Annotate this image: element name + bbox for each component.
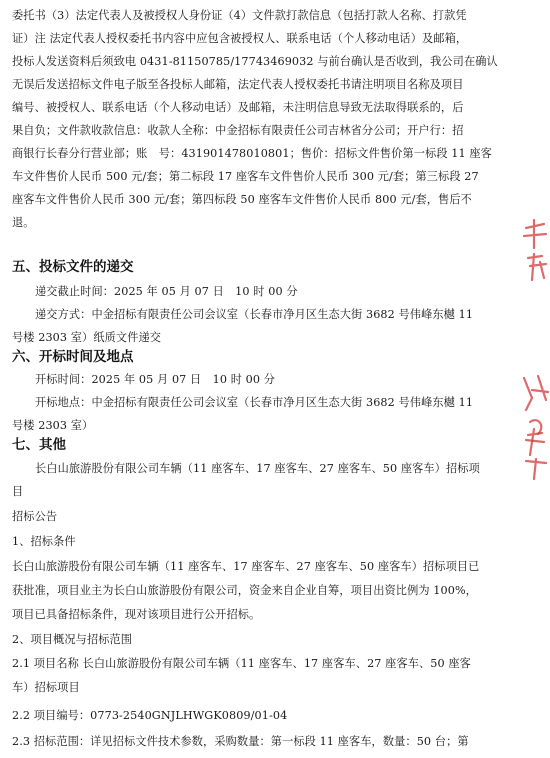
para1-line-6: 果自负；文件款收款信息：收款人全称：中金招标有限责任公司吉林省分公司；开户行：招: [12, 124, 464, 137]
section6-location-line-1: 开标地点：中金招标有限责任公司会议室（长春市净月区生态大街 3682 号伟峰东樾 11: [35, 396, 474, 409]
section7-heading: 七、其他: [12, 437, 66, 453]
para1-line-9: 座客车文件售价人民币 300 元/套；第四标段 50 座客车文件售价人民币 800 元/套，售后不: [12, 193, 472, 206]
item2-title: 2、项目概况与招标范围: [12, 633, 133, 646]
item23: 2.3 招标范围：详见招标文件技术参数，采购数量：第一标段 11 座客车，数量：50 台；第: [12, 735, 469, 748]
section5-location-line-2: 号楼 2303 室）纸质文件递交: [12, 331, 162, 344]
section7-text-line-2: 目: [12, 485, 24, 498]
section5-location-line-1: 递交方式：中金招标有限责任公司会议室（长春市净月区生态大街 3682 号伟峰东樾 11: [35, 308, 474, 321]
section6-location-line-2: 号楼 2303 室）: [12, 419, 94, 432]
para1-line-8: 车文件售价人民币 500 元/套；第二标段 17 座客车文件售价人民币 300 元/套；第三标段 27: [12, 170, 479, 183]
item21-line-2: 车）招标项目: [12, 681, 80, 694]
item1-line-2: 获批准，项目业主为长白山旅游股份有限公司，资金来自企业自筹，项目出资比例为 100%，: [12, 584, 477, 597]
seal-fragment-top: [520, 218, 550, 288]
section6-heading: 六、开标时间及地点: [12, 349, 134, 365]
item22: 2.2 项目编号：0773-2540GNJLHWGK0809/01-04: [12, 709, 288, 722]
para1-line-10: 退。: [12, 216, 35, 229]
item1-line-3: 项目已具备招标条件，现对该项目进行公开招标。: [12, 608, 261, 621]
para1-line-1: 委托书（3）法定代表人及被授权人身份证（4）文件款打款信息（包括打款人名称、打款凭: [12, 9, 467, 22]
section5-deadline: 递交截止时间：2025 年 05 月 07 日 10 时 00 分: [35, 285, 298, 298]
para1-line-3: 投标人发送资料后须致电 0431-81150785/17743469032 与前台确认是否收到，我公司在确认: [12, 55, 498, 68]
para1-line-5: 编号、被授权人、联系电话（个人移动电话）及邮箱，未注明信息导致无法取得联系的，后: [12, 101, 464, 114]
para1-line-7: 商银行长春分行营业部；账 号：431901478010801；售价：招标文件售价第一标段 11 座客: [12, 147, 492, 160]
item1-title: 1、招标条件: [12, 535, 76, 548]
item1-line-1: 长白山旅游股份有限公司车辆（11 座客车、17 座客车、27 座客车、50 座客车）招标项目已: [12, 560, 480, 573]
section6-time: 开标时间：2025 年 05 月 07 日 10 时 00 分: [35, 373, 276, 386]
item21-line-1: 2.1 项目名称 长白山旅游股份有限公司车辆（11 座客车、17 座客车、27 座客车、50 座客: [12, 657, 471, 670]
seal-fragment-bottom: [520, 425, 550, 485]
section5-heading: 五、投标文件的递交: [12, 259, 134, 275]
section7-text-line-1: 长白山旅游股份有限公司车辆（11 座客车、17 座客车、27 座客车、50 座客车）招标项: [35, 462, 480, 475]
notice-title: 招标公告: [12, 510, 58, 523]
para1-line-4: 无误后发送招标文件电子版至各投标人邮箱，法定代表人授权委托书请注明项目名称及项目: [12, 78, 464, 91]
para1-line-2: 证）注 法定代表人授权委托书内容中应包含被授权人、联系电话（个人移动电话）及邮箱，: [12, 32, 468, 45]
